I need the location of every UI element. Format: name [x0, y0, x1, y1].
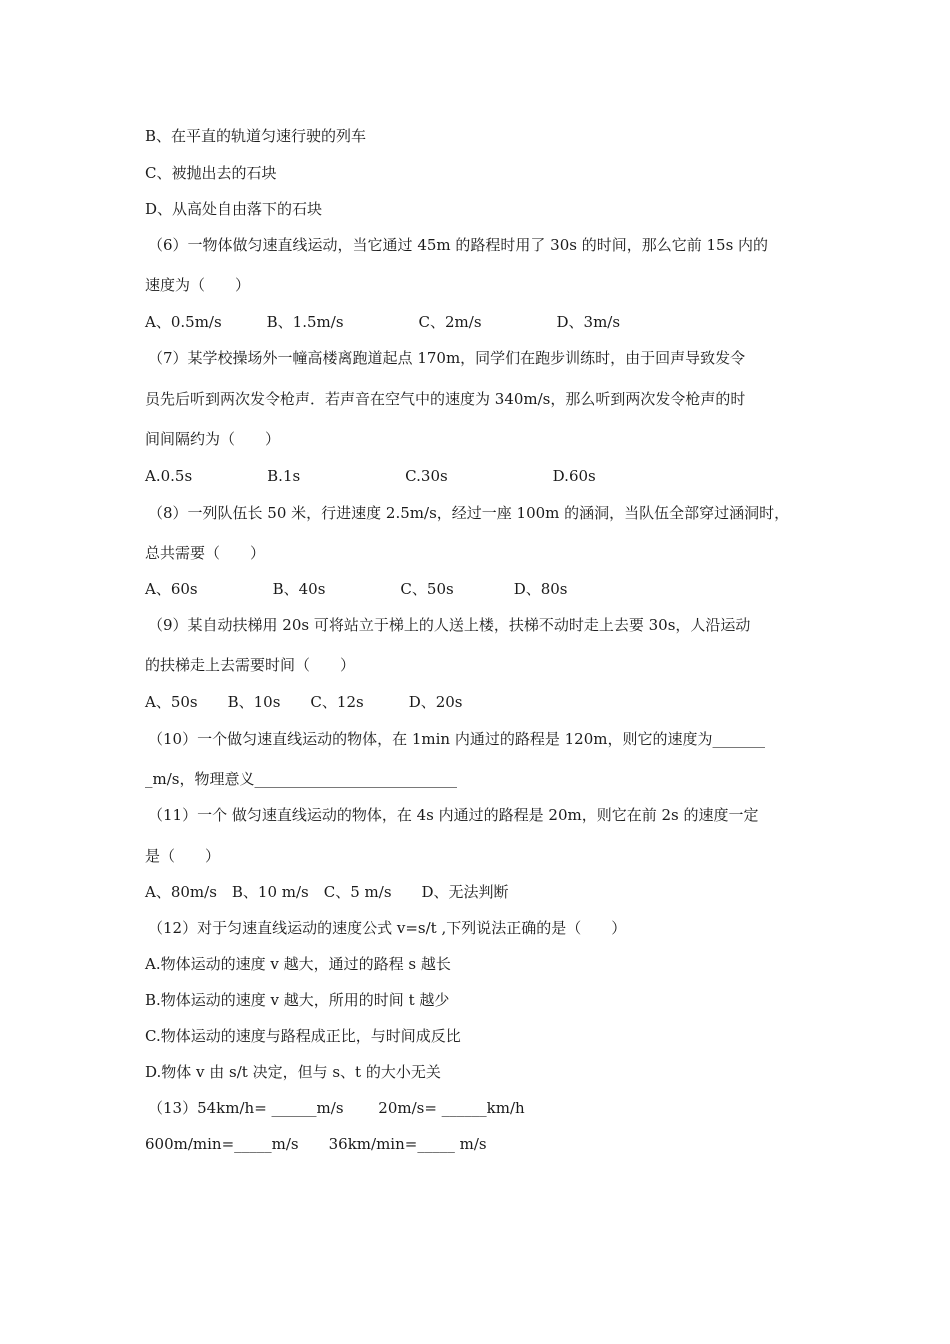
- question-12-option-d: D.物体 v 由 s/t 决定，但与 s、t 的大小无关: [145, 1063, 441, 1081]
- question-11-line-2: 是（ ）: [145, 847, 221, 865]
- question-8-line-2: 总共需要（ ）: [145, 544, 266, 562]
- question-12-option-a: A.物体运动的速度 v 越大，通过的路程 s 越长: [145, 955, 451, 973]
- question-10-line-2: _m/s，物理意义___________________________: [145, 770, 457, 788]
- question-7-line-3: 间间隔约为（ ）: [145, 430, 281, 448]
- question-7-options: A.0.5s B.1s C.30s D.60s: [145, 467, 596, 485]
- question-12-line-1: （12）对于匀速直线运动的速度公式 v=s/t ,下列说法正确的是（ ）: [148, 919, 627, 937]
- question-9-line-2: 的扶梯走上去需要时间（ ）: [145, 656, 356, 674]
- question-8-line-1: （8）一列队伍长 50 米，行进速度 2.5m/s，经过一座 100m 的涵洞，当队伍全部穿过涵洞时，: [148, 504, 790, 522]
- question-7-line-1: （7）某学校操场外一幢高楼离跑道起点 170m，同学们在跑步训练时，由于回声导致发令: [148, 349, 746, 367]
- question-11-line-1: （11）一个 做匀速直线运动的物体，在 4s 内通过的路程是 20m，则它在前 2s 的速度一定: [148, 806, 759, 824]
- question-9-line-1: （9）某自动扶梯用 20s 可将站立于梯上的人送上楼，扶梯不动时走上去要 30s，人沿运动: [148, 616, 751, 634]
- question-13-line-1: （13）54km/h= ______m/s 20m/s= ______km/h: [148, 1099, 525, 1117]
- question-6-line-1: （6）一物体做匀速直线运动，当它通过 45m 的路程时用了 30s 的时间，那么它前 15s 内的: [148, 236, 769, 254]
- question-11-options: A、80m/s B、10 m/s C、5 m/s D、无法判断: [145, 883, 509, 901]
- option-c-q5: C、被抛出去的石块: [145, 164, 277, 182]
- question-9-options: A、50s B、10s C、12s D、20s: [145, 693, 463, 711]
- question-6-line-2: 速度为（ ）: [145, 276, 251, 294]
- question-6-options: A、0.5m/s B、1.5m/s C、2m/s D、3m/s: [145, 313, 621, 331]
- question-12-option-c: C.物体运动的速度与路程成正比，与时间成反比: [145, 1027, 461, 1045]
- option-b-q5: B、在平直的轨道匀速行驶的列车: [145, 127, 367, 145]
- question-10-line-1: （10）一个做匀速直线运动的物体，在 1min 内通过的路程是 120m，则它的速度为_______: [148, 730, 765, 748]
- question-13-line-2: 600m/min=_____m/s 36km/min=_____ m/s: [145, 1135, 487, 1153]
- question-7-line-2: 员先后听到两次发令枪声．若声音在空气中的速度为 340m/s，那么听到两次发令枪声的时: [145, 390, 746, 408]
- option-d-q5: D、从高处自由落下的石块: [145, 200, 323, 218]
- question-8-options: A、60s B、40s C、50s D、80s: [145, 580, 568, 598]
- question-12-option-b: B.物体运动的速度 v 越大，所用的时间 t 越少: [145, 991, 450, 1009]
